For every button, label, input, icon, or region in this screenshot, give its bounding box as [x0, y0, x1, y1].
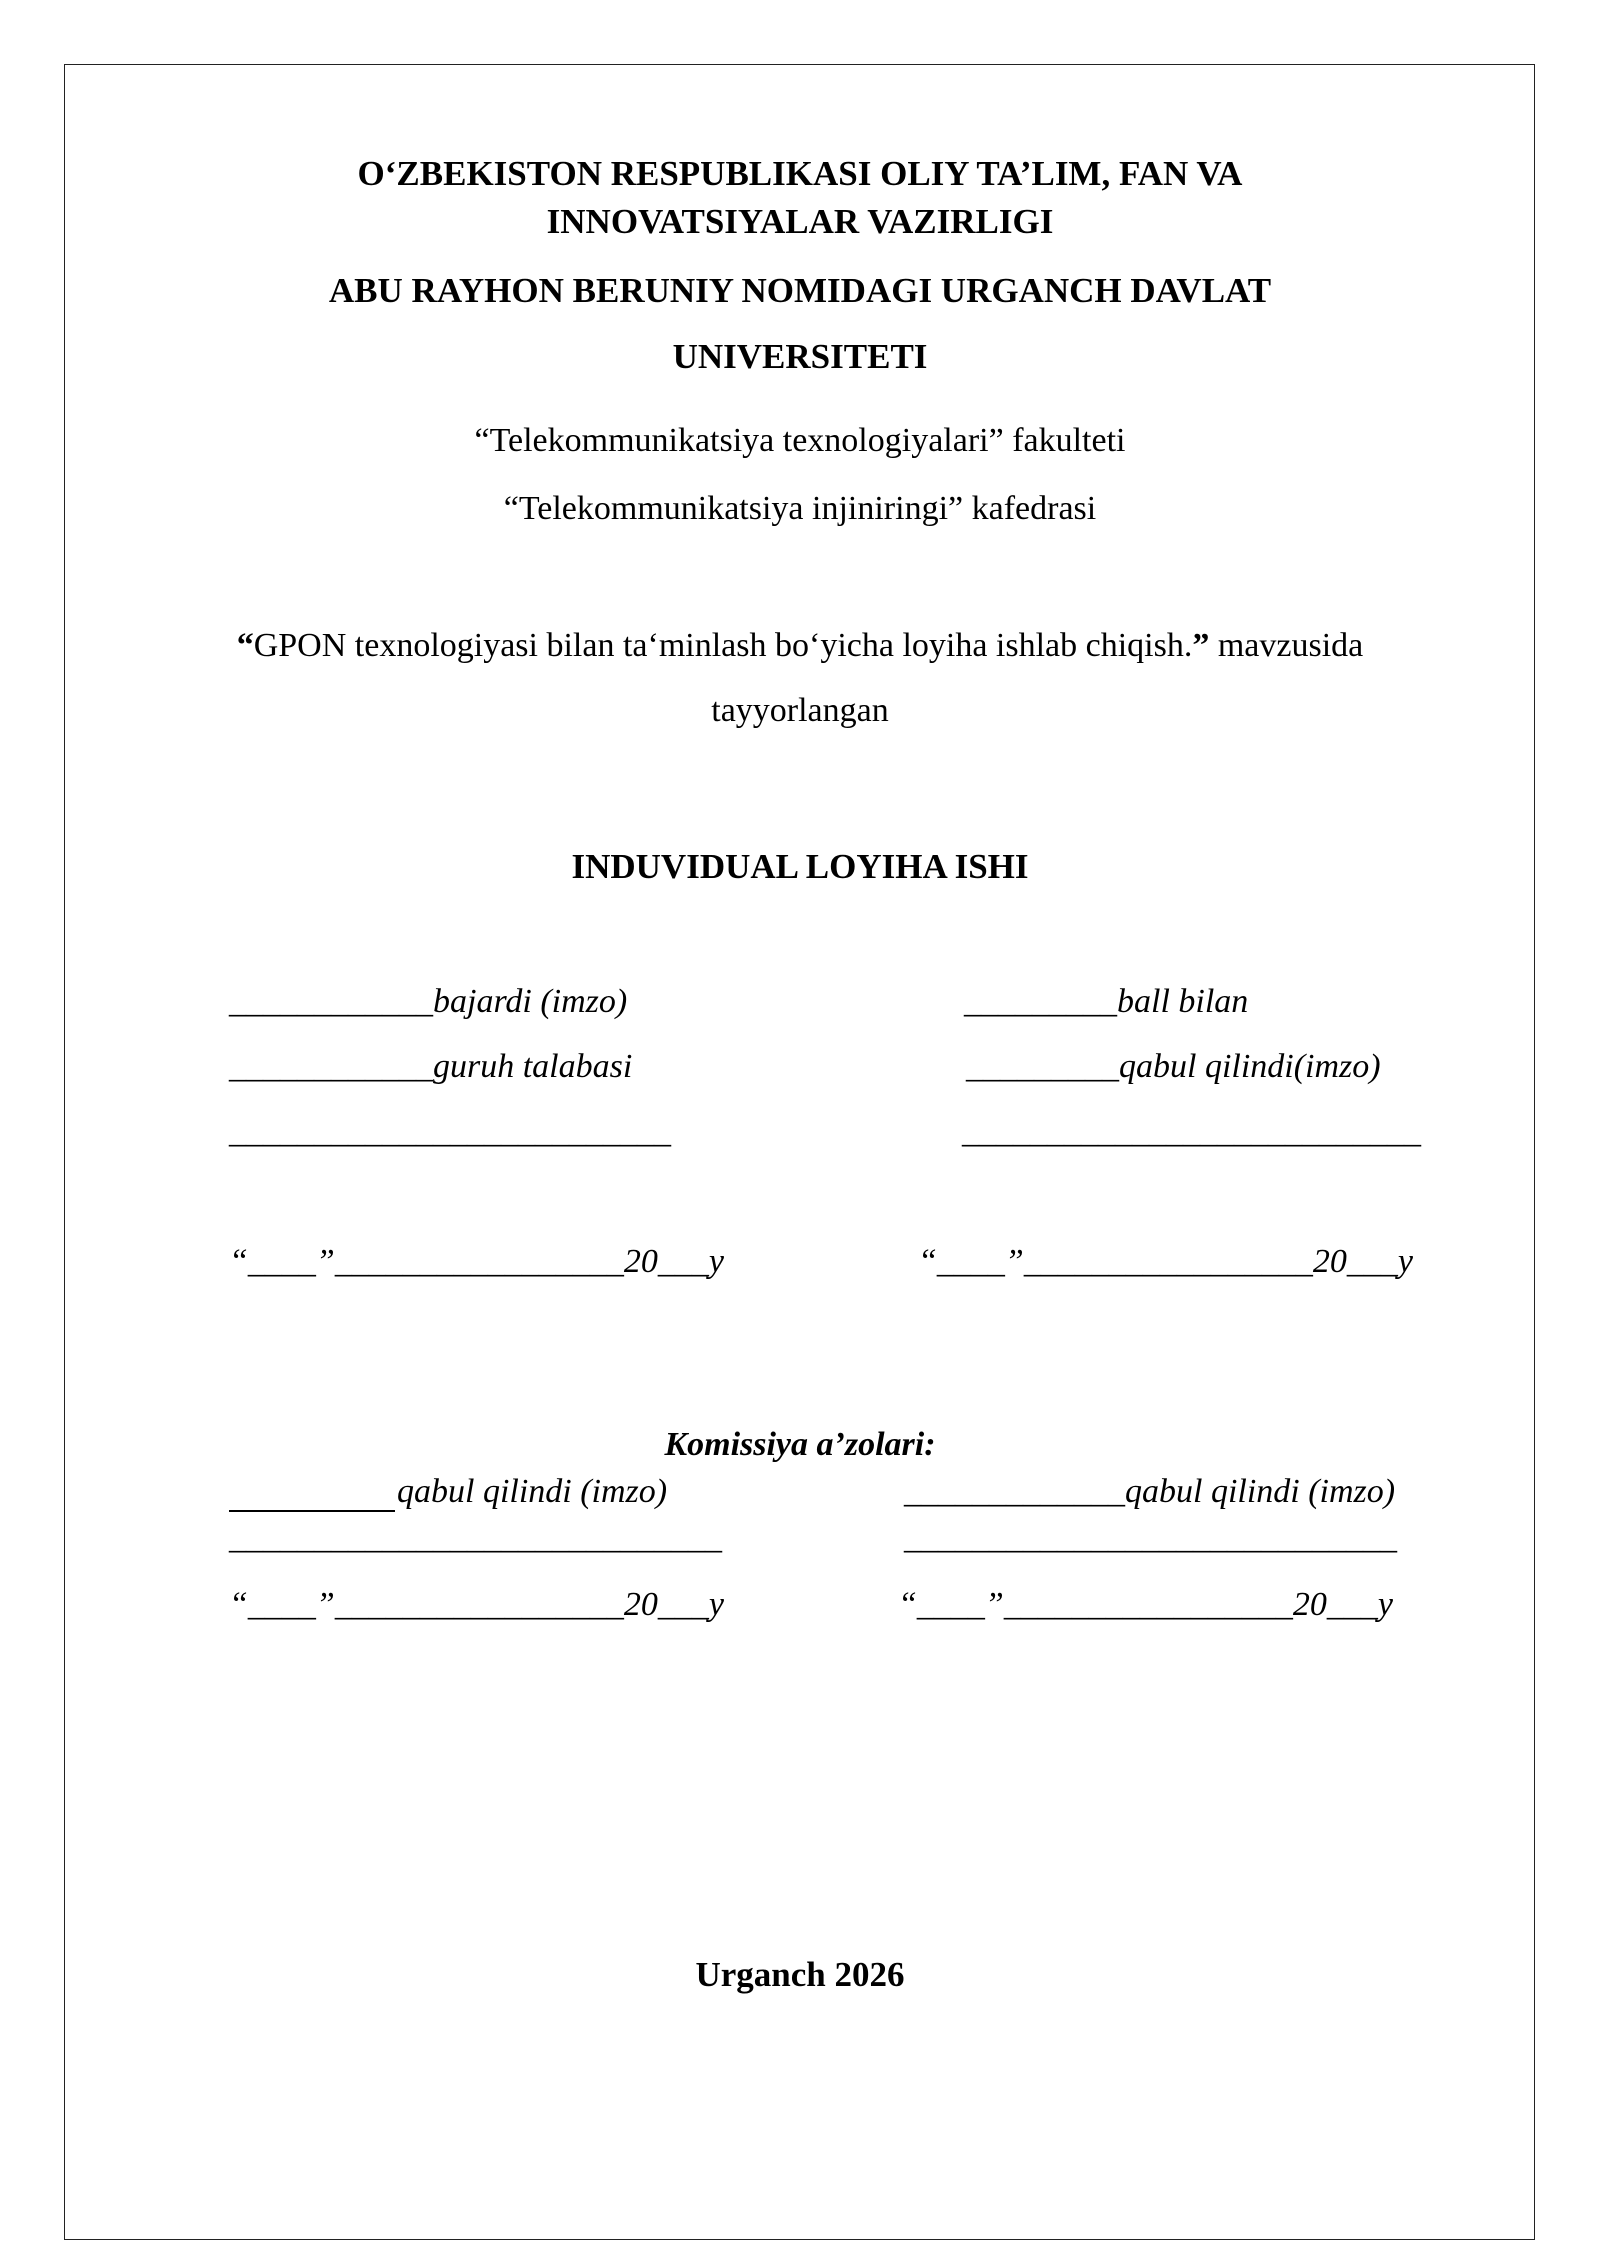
signature-right-score: _________ball bilan	[964, 983, 1249, 1020]
commission-title: Komissiya a’zolari:	[664, 1426, 936, 1463]
commission-right-accepted: _____________qabul qilindi (imzo)	[904, 1473, 1396, 1510]
work-type-title: INDUVIDUAL LOYIHA ISHI	[571, 847, 1029, 886]
topic-line-1	[0, 629, 1600, 663]
commission-left-blank-line: _____________________________	[229, 1519, 722, 1556]
faculty-name: “Telekommunikatsiya texnologiyalari” fakulteti	[474, 422, 1126, 459]
university-line-2: UNIVERSITETI	[672, 337, 928, 376]
city-year: Urganch 2026	[695, 1955, 905, 1994]
page-border	[64, 64, 1535, 2240]
department-name: “Telekommunikatsiya injiniringi” kafedrasi	[503, 490, 1097, 527]
signature-left-date: “____”_________________20___y	[229, 1243, 724, 1280]
topic-close-quote: ”	[1192, 627, 1210, 664]
signature-left-group-student: ____________guruh talabasi	[229, 1048, 633, 1085]
topic-title: GPON texnologiyasi bilan ta‘minlash bo‘yicha loyiha ishlab chiqish.	[253, 627, 1193, 664]
commission-right-date: “____”_________________20___y	[898, 1586, 1393, 1623]
topic-line-2: tayyorlangan	[711, 692, 889, 729]
commission-left-date: “____”_________________20___y	[229, 1586, 724, 1623]
university-line-1: ABU RAYHON BERUNIY NOMIDAGI URGANCH DAVLAT	[328, 271, 1272, 310]
signature-left-completed: ____________bajardi (imzo)	[229, 983, 628, 1020]
commission-right-blank-line: _____________________________	[904, 1519, 1397, 1556]
signature-right-date: “____”_________________20___y	[918, 1243, 1413, 1280]
topic-open-quote: “	[236, 627, 254, 664]
signature-right-blank-line: ___________________________	[962, 1113, 1421, 1150]
topic-suffix: mavzusida	[1209, 627, 1364, 664]
commission-left-accepted: qabul qilindi (imzo)	[397, 1473, 668, 1510]
ministry-line-2: INNOVATSIYALAR VAZIRLIGI	[546, 202, 1054, 241]
commission-left-signature-line	[229, 1510, 395, 1512]
signature-left-blank-line: __________________________	[229, 1113, 671, 1150]
signature-right-accepted: _________qabul qilindi(imzo)	[966, 1048, 1381, 1085]
ministry-line-1: O‘ZBEKISTON RESPUBLIKASI OLIY TA’LIM, FAN VA	[357, 154, 1243, 193]
